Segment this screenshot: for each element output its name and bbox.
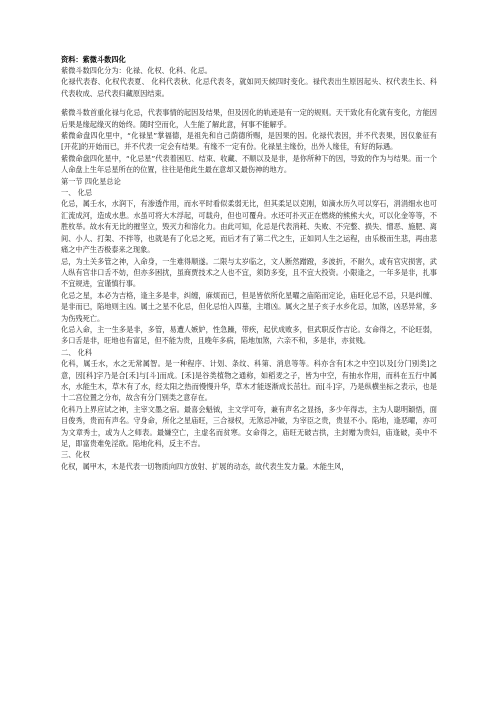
- paragraph-huaji: 紫微命盘四化星中，“化忌星”代表着困厄、结束、收藏、不顺以及是非，是你所种下的因，导致的作为与结果。而一个人命盘上生年忌星所在的位置，往往是他此生最在意却又最伤神的地方。: [61, 153, 437, 175]
- paragraph-huaji-water: 化忌，属壬水，水润下，有渗透作用，而水平时看似柔弱无比，但其柔足以克刚，如滴水历久可以穿石，涓涓细水也可汇流成河，造成水患。水虽可将大木浮起，可载舟，但也可覆舟。水还可扑灭正在燃烧的熊熊大火，可以化金等等，不胜枚举。故水有无比的摧坚立，毁灭力和溶化力。由此可知，化忌是代表消耗、失败、不完整、损失、憎恶、施肥、离间、小人、打架、不拌等，也就是有了化忌之死，而后才有了第二代之生，正如同人生之运程，由乐极而生悲，再由悲痛之中产生否极泰来之现象。: [61, 199, 437, 255]
- paragraph-ji-limits: 忌，为土关多管之神，入命身，一生难得顺遂。二限与太岁临之，文人断然蹭蹬，多波折，不耐久，或有官灾损害，武人纵有官非口舌不妨，但亦多困扰，虽商贾技术之人也不宜，须防多变，且不宜大投资。小限逢之，一年多是非，扎事不宜规进，宜谨慎行事。: [61, 256, 437, 289]
- document-page: [61, 54, 437, 472]
- subheading-huaji: 一、 化忌: [61, 188, 93, 198]
- paragraph-ji-star: 化忌之星，本必为吉格，逢主多是非，纠缠，麻烦而已，但是皆依所化星曜之庙陷而定论，庙旺化忌不忌，只是纠缠、是非而已，陷地则主凶。属土之星不化忌，但化忌怕入四墓，主增凶。属火之星子亥子水乡化忌，加煞，凶恶异常，多为伤残死亡。: [61, 290, 437, 323]
- line-1: 紫微斗数四化分为：化禄、化权、化科、化忌。: [61, 66, 212, 75]
- paragraph-hualu: 紫微命盘四化里中，“化禄星”掌福德，是祖先和自己荫德所赐，是因果的因。化禄代表因，并不代表果，因仅象征有[开花]的开始而已，并不代表一定会有结果。有缘不一定有份。化禄星主缘份，出外人缘佳，有好的际遇。: [61, 131, 437, 152]
- section-heading-1: 第一节 四化星总论: [61, 176, 121, 186]
- paragraph-season-meaning: 化禄代表春、化权代表夏、 化科代表秋、化忌代表冬，就如同天候四时变化。禄代表出生原因起头、权代表生长、科代表收成、忌代表归藏原因结束。: [61, 77, 437, 98]
- paragraph-huake-exam: 化科乃上界应试之神，主宰文墨之宿。最喜会魁钺，主文学可夸，兼有声名之显扬，多少年得志，主为人聪明颖悟，面目俊秀，贵而有声名。守身命，所化之星庙旺，三合禄权，无煞忌冲破，为宰臣之贵，贵显不小。陷地，逢恶曜，亦可为文章秀士，或为人之师表。最嫌空亡，主虚名而贫寒。女命得之，庙旺无破吉拱，主封赠为贵妇，庙逢破，美中不足，即富贵难免淫欲。陷地化科，反主不吉。: [61, 404, 437, 448]
- paragraph-lu-ji-importance: 紫微斗数首重化禄与化忌，代表事情的起因及结果，但及因化的轨迹是有一定的规则。天干致化有化就有变化，方能因后果是缘起缘灭的始终。随时空而化，人生能了解此意，何事不能解乎。: [61, 108, 437, 129]
- paragraph-huake-water: 化科，属壬水，水之无常属智。是一种程序、计划、条纹、科第、消息等等。科亦含有[木之中空]以及[分门别类]之意，因[科]字乃是合[禾]与[斗]而成。[禾]是谷类植物之通称，如稻麦之子，皆为中空，有抽水作用，而科在五行中属水，水能生木，草木有了水，经太阳之热而慢慢升华，草木才能逐渐成长茁壮。而[斗]字，乃是纵横坐标之表示，也是十二宫位置之分布，故含有分门别类之意存在。: [61, 359, 437, 403]
- document-title: 资料：紫微斗数四化: [61, 55, 126, 64]
- paragraph-huaquan: 化权，属甲木，木是代表一切物质向四方放射、扩展的动态，故代表生发力量。木能生风，: [61, 461, 349, 471]
- paragraph-ji-ming: 化忌入命，主一生多是非，多管，易遭人嫉妒，性急躁，带疾，起伏成败多，但武职反作吉论。女命得之，不论旺弱，多口舌是非，旺地也有富足，但不能为贵，且晚年多病，陷地加煞，六亲不和，多是非，亦贫贱。: [61, 324, 437, 346]
- subheading-huaquan: 三、化权: [61, 450, 90, 460]
- paragraph-gap: [61, 99, 437, 107]
- subheading-huake: 二、 化科: [61, 347, 93, 357]
